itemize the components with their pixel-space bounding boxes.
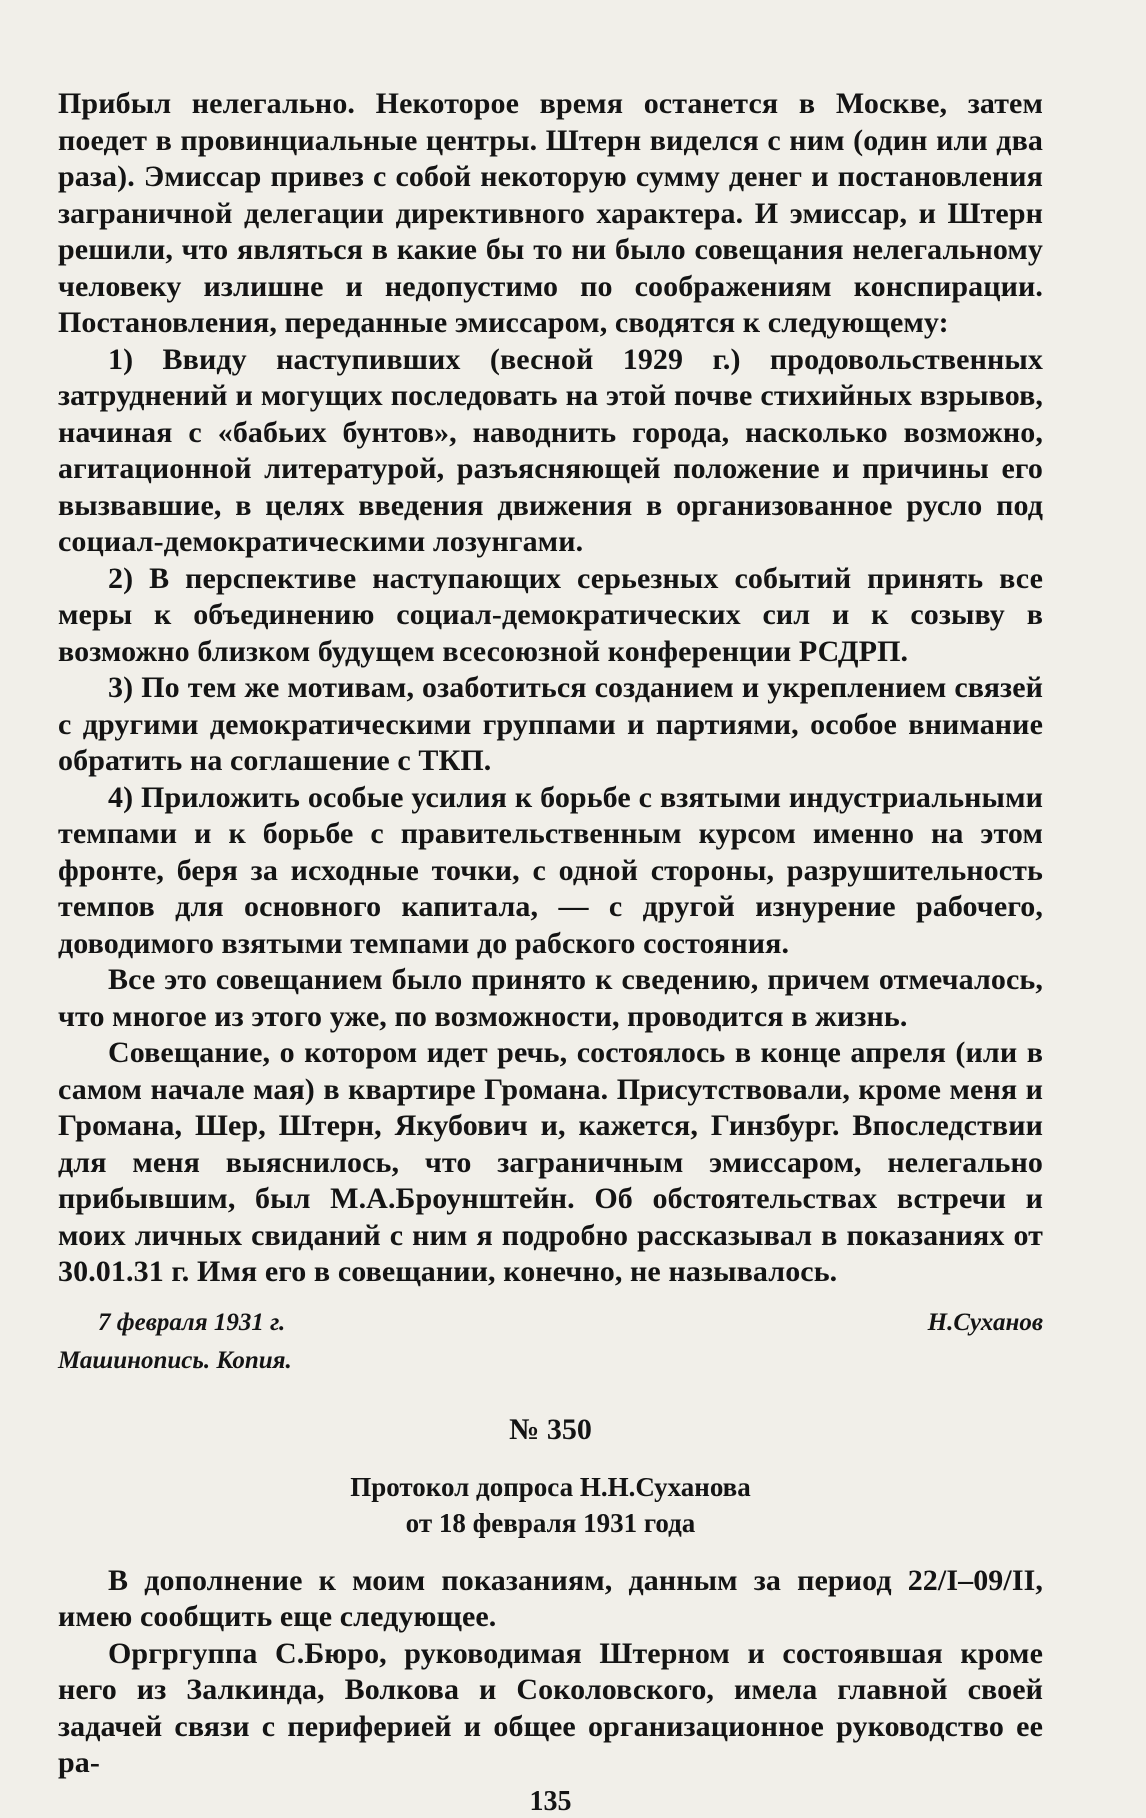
paragraph-point-4: 4) Приложить особые усилия к борьбе с взятыми индустриальными темпами и к борьбе с правительственным курсом именно на этом фронте, беря за исходные точки, с одной стороны, разрушительность темпов для основного капитала, — с другой изнурение рабочего, доводимого взятыми темпами до рабского состояния. [58, 780, 1043, 960]
source-note: Машинопись. Копия. [58, 1346, 292, 1374]
page-number: 135 [529, 1786, 572, 1817]
document-title-line-2: от 18 февраля 1931 года [405, 1507, 696, 1538]
document-title [58, 1469, 1043, 1541]
paragraph-meeting: Совещание, о котором идет речь, состоялось в конце апреля (или в самом начале мая) в квартире Громана. Присутствовали, кроме меня и Громана, Шер, Штерн, Якубович и, кажется, Гинзбург. Впоследствии для меня выяснилось, что заграничным эмиссаром, нелегально прибывшим, был М.А.Броунштейн. Об обстоятельствах встречи и моих личных свиданий с ним я подробно рассказывал в показаниях от 30.01.31 г. Имя его в совещании, конечно, не называлось. [58, 1036, 1043, 1288]
paragraph-point-2: 2) В перспективе наступающих серьезных событий принять все меры к объединению социал-демократических сил и к созыву в возможно близком будущем всесоюзной конференции РСДРП. [58, 561, 1043, 668]
signature-date: 7 февраля 1931 г. [98, 1308, 286, 1336]
document-number: № 350 [509, 1412, 592, 1446]
paragraph-point-3: 3) По тем же мотивам, озаботиться созданием и укреплением связей с другими демократическими группами и партиями, особое внимание обратить на соглашение с ТКП. [58, 671, 1043, 777]
paragraph-continued: Прибыл нелегально. Некоторое время останется в Москве, затем поедет в провинциальные центры. Штерн виделся с ним (один или два раза). Эмиссар привез с собой некоторую сумму денег и постановления заграничной делегации директивного характера. И эмиссар, и Штерн решили, что являться в какие бы то ни было совещания нелегальному человеку излишне и недопустимо по соображениям конспирации. Постановления, переданные эмиссаром, сводятся к следующему: [58, 87, 1043, 339]
paragraph-point-1: 1) Ввиду наступивших (весной 1929 г.) продовольственных затруднений и могущих последовать на этой почве стихийных взрывов, начиная с «бабьих бунтов», наводнить города, насколько возможно, агитационной литературой, разъясняющей положение и причины его вызвавшие, в целях введения движения в организованное русло под социал-демократическими лозунгами. [58, 342, 1043, 558]
document-title-line-1: Протокол допроса Н.Н.Суханова [350, 1471, 751, 1502]
signature-name: Н.Суханов [927, 1308, 1043, 1336]
paragraph-addition: В дополнение к моим показаниям, данным за период 22/I–09/II, имею сообщить еще следующее. [58, 1563, 1043, 1633]
document-page [58, 86, 1043, 1817]
signature-row [58, 1309, 1043, 1337]
paragraph-summary: Все это совещанием было принято к сведению, причем отмечалось, что многое из этого уже, по возможности, проводится в жизнь. [58, 963, 1043, 1033]
paragraph-orggroup: Оргргуппа С.Бюро, руководимая Штерном и состоявшая кроме него из Залкинда, Волкова и Соколовского, имела главной своей задачей связи с периферией и общее организационное руководство ее ра- [58, 1636, 1043, 1779]
spacer [58, 1541, 1043, 1563]
